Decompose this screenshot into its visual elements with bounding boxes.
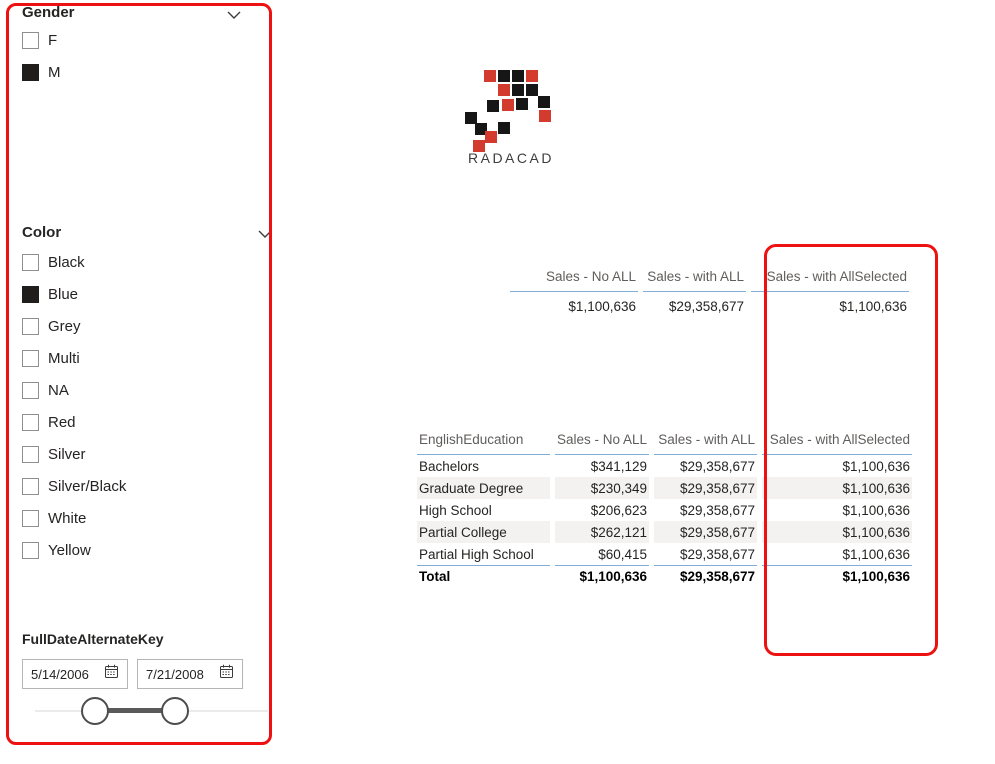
cell-value: $1,100,636 <box>842 546 911 562</box>
cell-value: $29,358,677 <box>654 477 757 499</box>
start-date-value: 5/14/2006 <box>31 666 89 682</box>
row-label: Partial High School <box>419 546 534 562</box>
logo-square <box>498 122 510 134</box>
checkbox-checked-icon[interactable] <box>22 64 39 81</box>
logo-square <box>526 84 538 96</box>
cell-value: $341,129 <box>590 458 648 474</box>
color-option-black[interactable] <box>22 246 126 278</box>
total-label: Total <box>417 565 550 587</box>
cell-value: $262,121 <box>555 521 649 543</box>
logo-square <box>538 96 550 108</box>
gender-option-m[interactable] <box>22 56 61 88</box>
checkbox-label: F <box>48 31 58 49</box>
cell-value: $1,100,636 <box>762 521 912 543</box>
checkbox-label: Red <box>48 413 76 431</box>
date-range-start-handle[interactable] <box>81 697 109 725</box>
checkbox-unchecked-icon[interactable] <box>22 254 39 271</box>
row-label: Partial College <box>417 521 550 543</box>
education-sales-table <box>412 426 917 587</box>
cell-value: $230,349 <box>555 477 649 499</box>
cell-value: $29,358,677 <box>679 546 756 562</box>
color-option-silver-black[interactable] <box>22 470 126 502</box>
checkbox-unchecked-icon[interactable] <box>22 478 39 495</box>
color-option-multi[interactable] <box>22 342 126 374</box>
chevron-down-icon[interactable] <box>258 226 272 244</box>
column-header[interactable]: Sales - No ALL <box>555 426 649 455</box>
date-slicer-title: FullDateAlternateKey <box>22 631 164 647</box>
table-row <box>417 455 912 477</box>
cell-value: $29,358,677 <box>679 458 756 474</box>
cell-value: $1,100,636 <box>842 502 911 518</box>
cell-value: $29,358,677 <box>654 521 757 543</box>
column-header[interactable]: EnglishEducation <box>417 426 550 455</box>
checkbox-label: Black <box>48 253 85 271</box>
gender-slicer-title: Gender <box>22 4 75 21</box>
calendar-icon[interactable] <box>104 664 119 684</box>
logo-square <box>502 99 514 111</box>
row-label: Bachelors <box>419 458 480 474</box>
radacad-logo-text: RADACAD <box>468 150 554 166</box>
cell-value: $29,358,677 <box>679 502 756 518</box>
checkbox-label: M <box>48 63 61 81</box>
checkbox-label: Grey <box>48 317 81 335</box>
checkbox-unchecked-icon[interactable] <box>22 32 39 49</box>
gender-option-f[interactable] <box>22 24 61 56</box>
cell-value: $60,415 <box>598 546 648 562</box>
gender-slicer-options <box>22 24 61 88</box>
checkbox-label: Yellow <box>48 541 91 559</box>
cell-value: $206,623 <box>590 502 648 518</box>
sales-summary-table <box>505 263 914 317</box>
checkbox-unchecked-icon[interactable] <box>22 542 39 559</box>
color-option-red[interactable] <box>22 406 126 438</box>
chevron-down-icon[interactable] <box>227 7 241 25</box>
logo-square <box>516 98 528 110</box>
table-row <box>417 521 912 543</box>
color-option-white[interactable] <box>22 502 126 534</box>
logo-square <box>539 110 551 122</box>
total-value: $1,100,636 <box>762 565 912 587</box>
row-label: High School <box>419 502 492 518</box>
color-slicer-title: Color <box>22 224 62 241</box>
row-label: Graduate Degree <box>417 477 550 499</box>
checkbox-label: Multi <box>48 349 80 367</box>
color-option-blue[interactable] <box>22 278 126 310</box>
column-header[interactable]: Sales - with AllSelected <box>762 426 912 455</box>
cell-value: $1,100,636 <box>568 299 636 314</box>
cell-value: $1,100,636 <box>762 477 912 499</box>
checkbox-unchecked-icon[interactable] <box>22 318 39 335</box>
column-header[interactable]: Sales - with AllSelected <box>751 263 909 292</box>
start-date-input[interactable] <box>22 659 128 689</box>
total-value: $1,100,636 <box>555 565 649 587</box>
cell-value: $29,358,677 <box>668 299 744 314</box>
logo-square <box>485 131 497 143</box>
end-date-value: 7/21/2008 <box>146 666 204 682</box>
date-range-end-handle[interactable] <box>161 697 189 725</box>
checkbox-checked-icon[interactable] <box>22 286 39 303</box>
checkbox-unchecked-icon[interactable] <box>22 414 39 431</box>
end-date-input[interactable] <box>137 659 243 689</box>
calendar-icon[interactable] <box>219 664 234 684</box>
checkbox-unchecked-icon[interactable] <box>22 446 39 463</box>
color-option-na[interactable] <box>22 374 126 406</box>
logo-square <box>484 70 496 82</box>
table-row <box>417 477 912 499</box>
logo-square <box>526 70 538 82</box>
checkbox-label: White <box>48 509 87 527</box>
checkbox-unchecked-icon[interactable] <box>22 350 39 367</box>
checkbox-label: Blue <box>48 285 79 303</box>
color-option-silver[interactable] <box>22 438 126 470</box>
color-slicer-options <box>22 246 126 566</box>
color-option-grey[interactable] <box>22 310 126 342</box>
table-row <box>510 292 909 317</box>
column-header[interactable]: Sales - with ALL <box>654 426 757 455</box>
checkbox-unchecked-icon[interactable] <box>22 382 39 399</box>
column-header[interactable]: Sales - with ALL <box>643 263 746 292</box>
checkbox-unchecked-icon[interactable] <box>22 510 39 527</box>
table-row <box>417 499 912 521</box>
cell-value: $1,100,636 <box>842 458 911 474</box>
checkbox-label: Silver/Black <box>48 477 127 495</box>
logo-square <box>487 100 499 112</box>
logo-square <box>498 70 510 82</box>
table-row <box>417 543 912 565</box>
cell-value: $1,100,636 <box>839 299 907 314</box>
logo-square <box>512 70 524 82</box>
total-value: $29,358,677 <box>654 565 757 587</box>
checkbox-label: Silver <box>48 445 86 463</box>
color-option-yellow[interactable] <box>22 534 126 566</box>
logo-square <box>498 84 510 96</box>
logo-square <box>512 84 524 96</box>
column-header[interactable]: Sales - No ALL <box>510 263 638 292</box>
total-row <box>417 565 912 587</box>
radacad-logo-icon <box>458 68 553 154</box>
checkbox-label: NA <box>48 381 69 399</box>
